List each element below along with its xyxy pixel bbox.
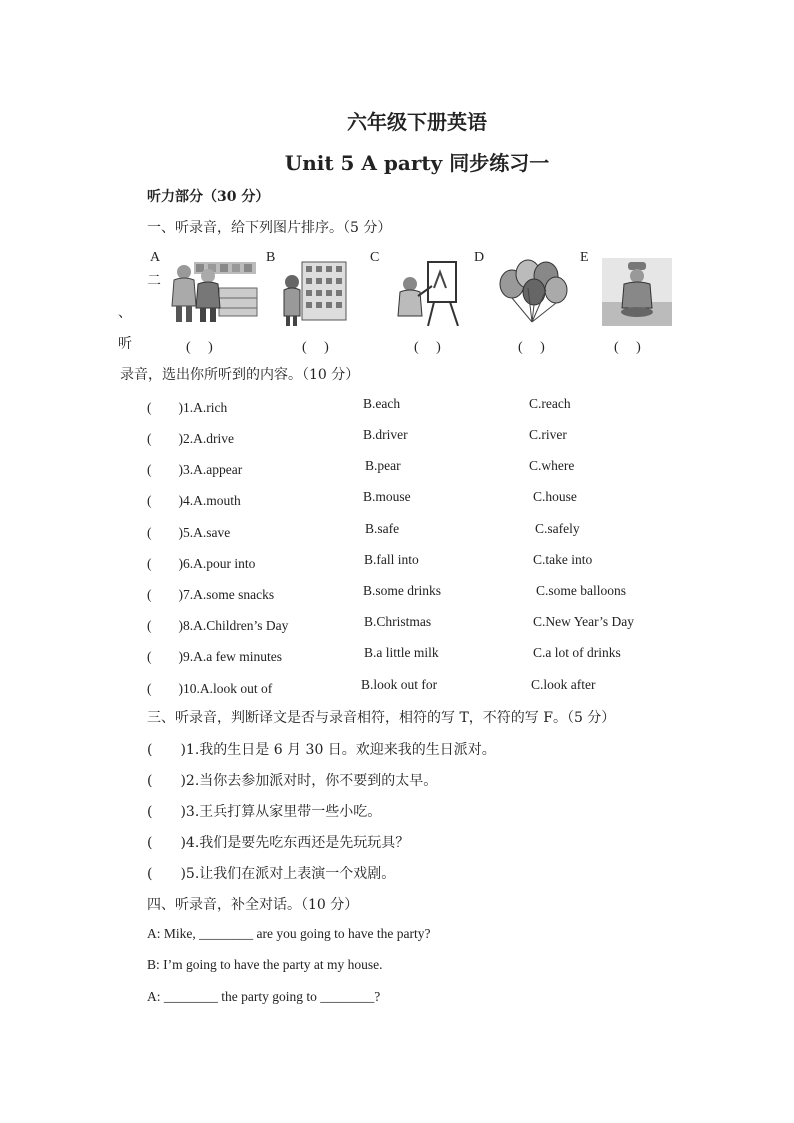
dialogue-line-2: B: I’m going to have the party at my house. [147,957,383,972]
q2-item-5-b: B.safe [365,521,400,536]
q2-item-5-a: ( )5.A.save [147,525,231,540]
q2-item-9-b: B.a little milk [364,645,439,660]
q2-item-2-b: B.driver [363,427,408,442]
picture-letter-c: C [370,250,380,265]
q2-item-10-a: ( )10.A.look out of [147,681,273,696]
side-char-dun: 、 [118,305,132,321]
q2-item-8-b: B.Christmas [364,614,432,629]
answer-bracket-e[interactable]: ( ) [614,340,641,355]
q2-item-10-b: B.look out for [361,677,438,692]
page-subtitle: Unit 5 A party 同步练习一 [284,151,550,175]
q2-item-2-a: ( )2.A.drive [147,431,234,446]
q2-item-4-b: B.mouse [363,489,411,504]
q2-item-3-b: B.pear [365,458,401,473]
answer-bracket-c[interactable]: ( ) [414,340,441,355]
q3-item-2: ( )2.当你去参加派对时，你不要到的太早。 [147,773,438,789]
q2-item-7-c: C.some balloons [536,583,626,598]
side-char-er: 二 [147,273,161,289]
painting-scene-icon [394,258,464,326]
q2-item-3-c: C.where [529,458,575,473]
q2-item-9-a: ( )9.A.a few minutes [147,649,282,664]
building-scene-icon [280,258,350,326]
q2-item-4-a: ( )4.A.mouth [147,493,241,508]
q3-item-3: ( )3.王兵打算从家里带一些小吃。 [147,804,382,820]
side-char-ting: 听 [118,336,132,352]
q2-item-7-a: ( )7.A.some snacks [147,587,275,602]
q2-item-2-c: C.river [529,427,567,442]
q2-item-9-c: C.a lot of drinks [533,645,621,660]
shopping-scene-icon [164,258,258,324]
q2-item-5-c: C.safely [535,521,580,536]
q3-item-1: ( )1.我的生日是 6 月 30 日。欢迎来我的生日派对。 [147,742,496,758]
q2-item-8-c: C.New Year’s Day [533,614,634,629]
q2-item-1-a: ( )1.A.rich [147,400,228,415]
answer-bracket-d[interactable]: ( ) [518,340,545,355]
q3-item-5: ( )5.让我们在派对上表演一个戏剧。 [147,866,396,882]
balloons-icon [494,258,570,326]
q2-item-1-c: C.reach [529,396,571,411]
listening-label: 听力部分（30 分） [147,189,270,205]
picture-letter-d: D [474,250,485,265]
q2-item-6-a: ( )6.A.pour into [147,556,256,571]
section1-heading: 一、听录音，给下列图片排序。（5 分） [147,220,392,236]
q2-item-4-c: C.house [533,489,577,504]
answer-bracket-b[interactable]: ( ) [302,340,329,355]
answer-bracket-a[interactable]: ( ) [186,340,213,355]
page-title: 六年级下册英语 [347,110,487,134]
q3-item-4: ( )4.我们是要先吃东西还是先玩玩具？ [147,835,410,851]
section2-heading: 录音，选出你所听到的内容。（10 分） [120,367,360,383]
dialogue-line-1: A: Mike, ________ are you going to have the party? [147,926,431,941]
q2-item-10-c: C.look after [531,677,596,692]
q2-item-3-a: ( )3.A.appear [147,462,243,477]
picture-letter-b: B [266,250,276,265]
picture-letter-e: E [580,250,589,265]
section4-heading: 四、听录音，补全对话。（10 分） [147,897,359,913]
section3-heading: 三、听录音，判断译文是否与录音相符，相符的写 T，不符的写 F。（5 分） [147,710,616,726]
cooking-scene-icon [602,258,672,326]
q2-item-8-a: ( )8.A.Children’s Day [147,618,289,633]
q2-item-1-b: B.each [363,396,401,411]
dialogue-line-3: A: ________ the party going to ________? [147,989,381,1004]
picture-letter-a: A [150,250,161,265]
q2-item-7-b: B.some drinks [363,583,442,598]
q2-item-6-c: C.take into [533,552,593,567]
q2-item-6-b: B.fall into [364,552,419,567]
